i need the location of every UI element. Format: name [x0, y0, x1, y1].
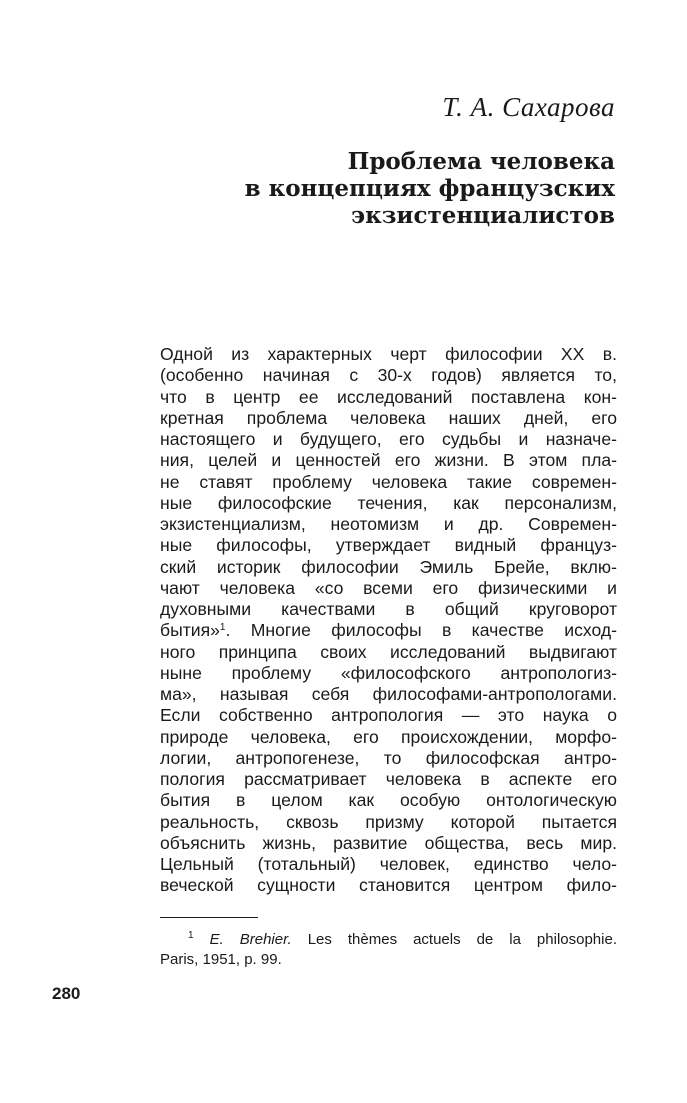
title-line-3: экзистенциалистов — [351, 202, 615, 229]
title-line-1: Проблема человека — [347, 148, 615, 175]
body-line: реальность, сквозь призму которой пытается — [160, 811, 617, 832]
body-line: бытия в целом как особую онтологическую — [160, 790, 617, 811]
body-line: объяснить жизнь, развитие общества, весь мир. — [160, 832, 617, 853]
body-text — [160, 344, 617, 897]
footnote — [160, 930, 617, 970]
footnote-line-2: Paris, 1951, p. 99. — [160, 951, 282, 968]
footnote-line-1 — [160, 930, 617, 950]
body-line: кретная проблема человека наших дней, его — [160, 407, 617, 428]
body-line: Одной из характерных черт философии XX в. — [160, 344, 617, 364]
body-line: природе человека, его происхождении, морфо- — [160, 726, 617, 747]
body-line: ния, целей и ценностей его жизни. В этом пла- — [160, 450, 617, 471]
body-line: Цельный (тотальный) человек, единство чело- — [160, 854, 617, 874]
body-line: веческой сущности становится центром фило- — [160, 875, 617, 896]
body-line-end: . Многие философы в качестве исход- — [225, 620, 617, 641]
body-line: ма», называя себя философами-антропологами. — [160, 684, 617, 704]
footnote-marker: 1 — [188, 930, 194, 941]
body-line: духовными качествами в общий круговорот — [160, 599, 617, 619]
body-line: настоящего и будущего, его судьбы и назначе- — [160, 429, 617, 449]
body-line: ные философы, утверждает видный француз- — [160, 535, 617, 556]
body-line: (особенно начиная с 30-х годов) является то, — [160, 365, 617, 386]
body-line: логии, антропогенезе, то философская антро- — [160, 747, 617, 768]
body-line — [160, 620, 617, 641]
footnote-text: Les thèmes actuels de la philosophie. — [307, 931, 617, 948]
body-line: ного принципа своих исследований выдвигают — [160, 641, 617, 662]
body-line: ные философские течения, как персонализм, — [160, 492, 617, 513]
footnote-reference: 1 — [219, 622, 226, 634]
body-line: пология рассматривает человека в аспекте его — [160, 769, 617, 789]
footnote-divider — [160, 917, 258, 918]
article-title — [245, 148, 615, 229]
body-line-start: бытия» — [160, 620, 220, 641]
body-line: Если собственно антропология — это наука о — [160, 705, 617, 726]
article-author: Т. А. Сахарова — [442, 92, 615, 122]
footnote-author: E. Brehier. — [209, 931, 292, 948]
body-line: чают человека «со всеми его физическими и — [160, 577, 617, 598]
page-number: 280 — [52, 984, 81, 1003]
body-line: что в центр ее исследований поставлена кон- — [160, 386, 617, 407]
body-line: ский историк философии Эмиль Брейе, вклю- — [160, 556, 617, 577]
body-line: не ставят проблему человека такие современ- — [160, 471, 617, 492]
body-line: ныне проблему «философского антропологиз- — [160, 662, 617, 683]
title-line-2: в концепциях французских — [244, 175, 615, 202]
body-line: экзистенциализм, неотомизм и др. Современ- — [160, 514, 617, 534]
